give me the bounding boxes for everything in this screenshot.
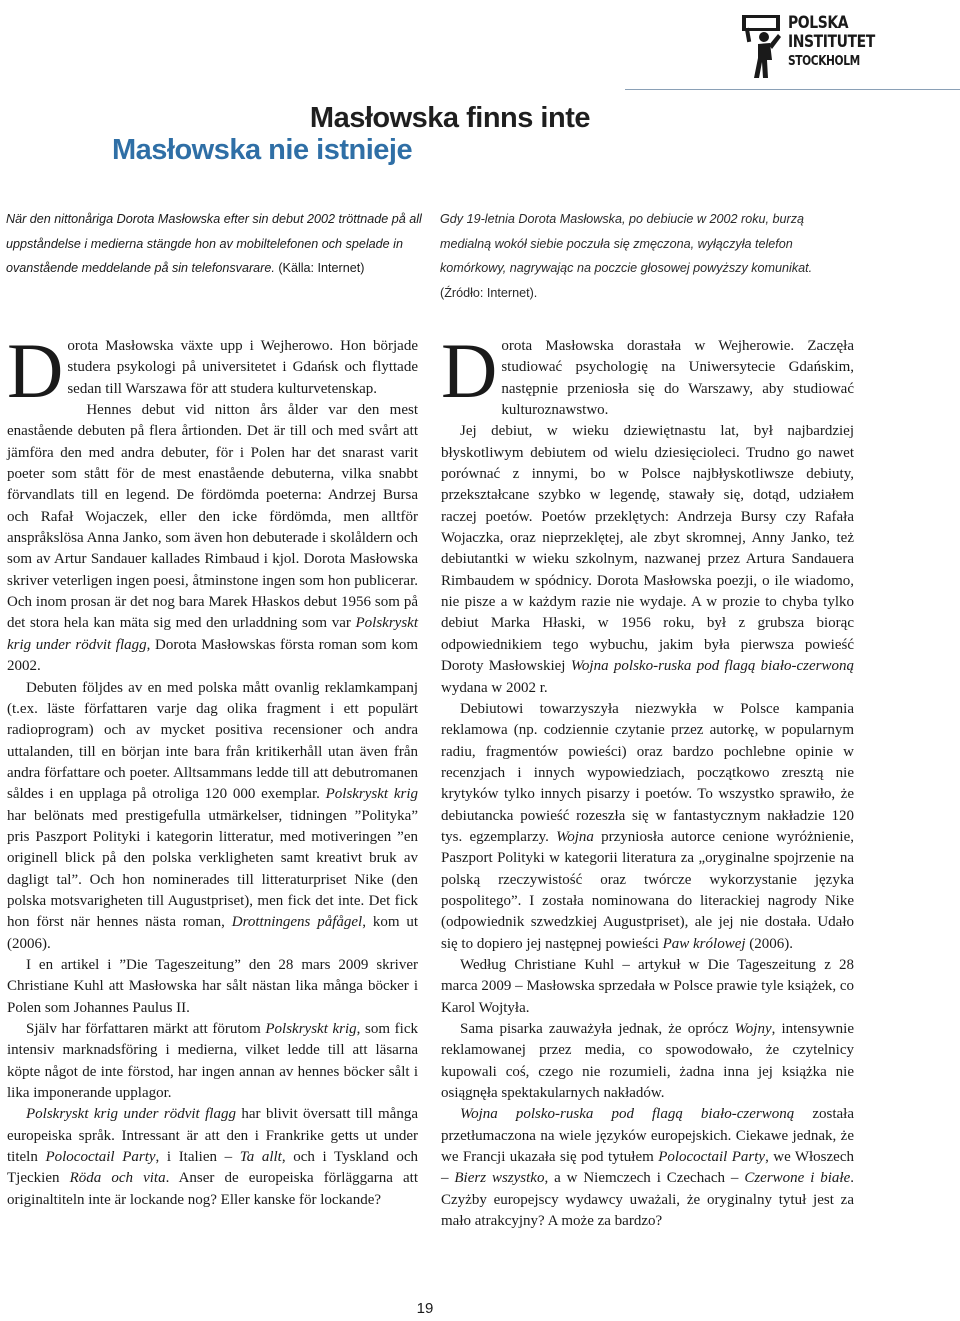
paragraph [7, 327, 418, 414]
paragraph [441, 955, 854, 1019]
paragraph [441, 1104, 854, 1232]
book-title: Czerwone i białe [744, 1170, 851, 1187]
figure-with-sign-icon [738, 12, 784, 82]
article-swedish [7, 327, 419, 1211]
book-title: Polskryskt krig under rödvit flagg [7, 615, 418, 653]
paragraph-text: . Anser de europeiska förläggarna att originaltiteln inte är lockande nog? Eller kanske för lockande? [7, 1170, 419, 1208]
paragraph-text: Według Christiane Kuhl – artykuł w Die Tageszeitung z 28 marca 2009 – Masłowska sprzedała w Polsce prawie tyle książek, co Karol Wojtyła. [441, 956, 854, 1016]
paragraph-text: (2006). [749, 935, 794, 952]
paragraph-text: wydana w 2002 r. [441, 679, 548, 696]
paragraph-text: , och i Tyskland och Tjeckien [7, 1149, 419, 1187]
paragraph-text: , som fick intensiv marknadsföring i medierna, vilket ledde till att läsarna köpte något de inte förstod, har ingen annan av hennes böcker sålt i lika imponerande upplagor. [7, 1021, 418, 1102]
book-title: Wojna polsko-ruska pod flagą biało-czerwoną [570, 658, 855, 675]
paragraph-text: przyniosła autorce cenione wyróżnienie, Paszport Polityki w kategorii literatura za „oryginalne spojrzenie na polską rzeczywistość oraz twórcze wykorzystanie języka pospolitego”. I została nominowana do literackiej nagrody Nike (odpowiednik szwedzkiej Augustpriset), ale jej nie dostała. Udało się to dopiero jej następnej powieści [441, 828, 854, 952]
lead-swedish-text: När den nittonåriga Dorota Masłowska efter sin debut 2002 tröttnade på all uppståndelse i medierna stängde hon av mobiltelefonen och spelade in ovanstående meddelande på sin telefonsvarare. [6, 212, 422, 275]
paragraph-text: orota Masłowska växte upp i Wejherowo. Hon började studera psykologi på universitetet i Gdańsk och flyttade sedan till Warszawa för att studera kulturvetenskap. [67, 338, 418, 397]
paragraph-text: har belönats med prestigefulla utmärkelser, tidningen ”Polityka” pris Paszport Polityki i kategorin litteratur, med motiveringen ”en originell blick på den polska verkligheten samt kreativt bruk av dagligt tal”. Och hon nominerades till litteraturpriset Nike (den polska motsvarigheten till Augustpriset), men fick det inte. Det fick hon först när hennes nästa roman, [7, 807, 418, 931]
book-title: Wojna [556, 828, 594, 845]
page-number: 19 [416, 1300, 434, 1317]
title-swedish: Masłowska finns inte [309, 102, 590, 134]
drop-cap: D [7, 327, 64, 414]
logo-line-3: STOCKHOLM [788, 54, 860, 69]
book-title: Polskryskt krig [265, 1021, 357, 1037]
book-title: Paw królowej [662, 935, 746, 952]
paragraph-text: orota Masłowska dorastała w Wejherowie. Zaczęła studiować psychologię na Uniwersytecie Gdańskim, następnie przeniosła się do Warszawy, aby studiować kulturoznawstwo. [501, 338, 854, 419]
book-title: Röda och vita [69, 1170, 166, 1187]
book-title: Wojny [734, 1021, 772, 1037]
lead-polish-text: Gdy 19-letnia Dorota Masłowska, po debiucie w 2002 roku, burzą medialną wokół siebie poczuła się zmęczona, wyłączyła telefon komórkowy, nagrywając na poczcie głosowej powyższy komunikat. [440, 212, 813, 275]
lead-swedish-source: (Källa: Internet) [278, 261, 365, 275]
paragraph [7, 400, 418, 677]
paragraph-text: , a w Niemczech i Czechach – [544, 1170, 739, 1187]
paragraph-text: Själv har författaren märkt att förutom [26, 1021, 261, 1037]
paragraph [441, 699, 854, 955]
header-divider [625, 89, 960, 90]
book-title: Drottningens påfågel [231, 914, 363, 931]
paragraph-text: Debiutowi towarzyszyła niezwykła w Polsce kampania reklamowa (np. codziennie czytanie przez autorkę, w popularnym radiu, fragmentów powieści) oraz bardzo pochlebne opinie w recenzjach i innych wypowiedziach, początkowo zresztą nie krytyków tylko innych pisarzy i poetów. To wszystko sprawiło, że debiutancka powieść rozeszła się w fantastycznym nakładzie 120 tys. egzemplarzy. [441, 700, 854, 845]
title-polish: Masłowska nie istnieje [112, 134, 413, 166]
paragraph [441, 421, 854, 698]
book-title: Polskryskt krig under rödvit flagg [26, 1106, 236, 1123]
book-title: Polskryskt krig [325, 786, 418, 803]
paragraph-text: , intensywnie reklamowanej przez media, co spowodowało, że czytelnicy kupowali coś, czego nie rozumieli, żadna inna jej książka nie osiągnęła spektakularnych nakładów. [441, 1021, 855, 1102]
polska-institutet-logo [738, 12, 938, 82]
paragraph-text: I en artikel i ”Die Tageszeitung” den 28 mars 2009 skriver Christiane Kuhl att Masłowska har sålt nästan lika många böcker i Polen som Johannes Paulus II. [7, 956, 418, 1016]
article-polish [441, 327, 855, 1232]
paragraph-text: har blivit översatt till många europeiska språk. Intressant är att den i Frankrike getts ut under titeln [7, 1106, 419, 1166]
paragraph-text: , we Włoszech – [441, 1149, 854, 1187]
logo-line-2: INSTITUTET [788, 32, 875, 52]
paragraph [7, 955, 418, 1019]
paragraph [441, 327, 854, 421]
logo-line-1: POLSKA [788, 13, 849, 33]
paragraph-text: została przetłumaczona na wiele języków europejskich. Ciekawe jednak, że we Francji ukazała się pod tytułem [441, 1106, 855, 1166]
drop-cap: D [441, 327, 498, 414]
book-title: Ta allt [239, 1149, 282, 1166]
paragraph [441, 1019, 854, 1104]
paragraph-text: . Czyżby europejscy wydawcy uważali, że oryginalny tytuł jest za mało atrakcyjny? A może za bardzo? [441, 1170, 854, 1230]
paragraph [7, 1104, 418, 1211]
book-title: Polococtail Party [45, 1149, 156, 1166]
paragraph-text: Jej debiut, w wieku dziewiętnastu lat, był najbardziej błyskotliwym debiutem od wielu dziesięcioleci. Trudno go nawet porównać z innymi, bo w Polsce najbłyskotliwsze debiuty, przekształcane szybko w legendę, stawały się, dotąd, udziałem raczej poetów. Poetów przeklętych: Andrzeja Bursy czy Rafała Wojaczka, oraz nieprzeklętej, ale zbyt skromnej, Anny Janko, też debiutantki w wieku szkolnym, nazwanej przez Artura Sandauera Rimbaudem w spódnicy. Dorota Masłowska poezji, o ile wiadomo, nie pisze a w każdym razie nie wydaje. A w prozie to chyba tylko debiut Marka Hłaski, w 1956 roku, był z grubsza biorąc odpowiednikiem tego wybuchu, jakim była pierwsza powieść Doroty Masłowskiej [441, 423, 854, 675]
paragraph-text: Debuten följdes av en med polska mått ovanlig reklamkampanj (t.ex. läste författaren varje dag olika fragment i ett populärt radioprogram) och av mycket positiva recensioner och andra uttalanden, till en början inte bara från kritikerhåll utan även från andra författare och poeter. Alltsammans ledde till att debutromanen såldes i en upplaga på otroliga 120 000 exemplar. [7, 679, 418, 803]
lead-swedish [6, 207, 426, 281]
paragraph-text: , Dorota Masłowskas första roman som kom 2002. [7, 636, 418, 675]
paragraph-text: , i Italien – [155, 1149, 233, 1166]
lead-polish [440, 207, 835, 305]
book-title: Polococtail Party [658, 1149, 766, 1166]
paragraph-text: Sama pisarka zauważyła jednak, że oprócz [460, 1021, 729, 1037]
paragraph [7, 678, 418, 955]
book-title: Wojna polsko-ruska pod flagą biało-czerwoną [460, 1106, 795, 1123]
paragraph-text: Hennes debut vid nitton års ålder var den mest enastående debuten på flera årtionden. Det är till och med svårt att jämföra den med andra debuter, för i Polen har det snarast varit poeter som stått för de mest enastående debuterna, vilka snabbt förvandlats till en legend. De fördömda poeterna: Andrzej Bursa och Rafał Wojaczek, eller den icke fördömda, men alltför anspråkslösa Anna Janko, som även hon debuterade i skolåldern och som av Artur Sandauer kallades Rimbaud i kjol. Dorota Masłowska skriver veterligen ingen poesi, åtminstone ingen som hon publicerar. Och inom prosan är det nog bara Marek Hłaskos debut 1956 som på det stora hela kan mäta sig med den urladdning som var [7, 402, 418, 632]
paragraph [7, 1019, 418, 1104]
book-title: Bierz wszystko [454, 1170, 545, 1187]
paragraph-text: , kom ut (2006). [7, 914, 418, 952]
lead-polish-source: (Źródło: Internet). [440, 285, 538, 300]
